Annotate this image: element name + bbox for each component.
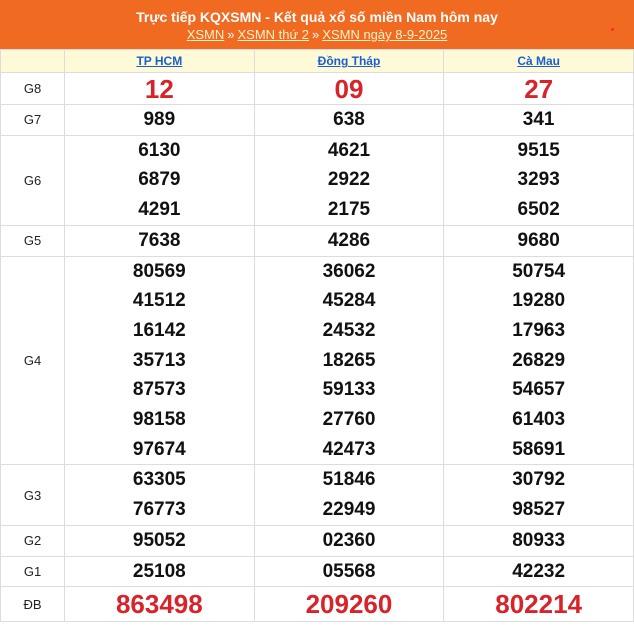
prize-label: G2 bbox=[1, 525, 65, 556]
prize-number: 341 bbox=[522, 109, 555, 130]
prize-number: 98158 bbox=[132, 409, 186, 431]
prize-number: 17963 bbox=[512, 319, 566, 341]
breadcrumb-xsmn-date[interactable]: XSMN ngày 8-9-2025 bbox=[322, 27, 448, 42]
prize-number: 2175 bbox=[327, 199, 371, 221]
prize-cell bbox=[254, 465, 444, 525]
prize-cell bbox=[254, 587, 444, 622]
prize-row-g2 bbox=[1, 525, 634, 556]
prize-number: 87573 bbox=[132, 379, 186, 401]
prize-number: 27760 bbox=[322, 409, 376, 431]
prize-cell bbox=[65, 105, 255, 136]
prize-number: 209260 bbox=[305, 589, 393, 620]
prize-number: 63305 bbox=[132, 469, 186, 491]
prize-number: 02360 bbox=[322, 529, 376, 551]
prize-number: 2922 bbox=[327, 169, 371, 191]
province-header bbox=[444, 50, 634, 73]
prize-number: 50754 bbox=[512, 260, 566, 282]
prize-cell bbox=[444, 465, 634, 525]
prize-number: 16142 bbox=[132, 319, 186, 341]
prize-number: 638 bbox=[333, 109, 365, 130]
prize-number: 97674 bbox=[132, 438, 186, 460]
prize-cell bbox=[444, 105, 634, 136]
prize-number: 42473 bbox=[322, 438, 376, 460]
prize-label: G8 bbox=[1, 73, 65, 105]
prize-row-g8 bbox=[1, 73, 634, 105]
breadcrumb-xsmn[interactable]: XSMN bbox=[186, 27, 225, 42]
prize-number: 18265 bbox=[322, 349, 376, 371]
prize-number: 76773 bbox=[132, 499, 186, 521]
prize-cell bbox=[444, 225, 634, 256]
prize-number: 19280 bbox=[512, 290, 566, 312]
prize-body bbox=[1, 73, 634, 622]
prize-label: G1 bbox=[1, 556, 65, 587]
prize-number: 61403 bbox=[512, 409, 566, 431]
prize-number: 4291 bbox=[138, 199, 181, 221]
province-header bbox=[65, 50, 255, 73]
page-title: Trực tiếp KQXSMN - Kết quả xổ số miền Nam hôm nay bbox=[136, 9, 498, 25]
prize-number: 98527 bbox=[512, 499, 566, 521]
prize-number: 45284 bbox=[322, 290, 376, 312]
prize-cell bbox=[254, 225, 444, 256]
prize-cell bbox=[254, 105, 444, 136]
prize-cell bbox=[65, 556, 255, 587]
prize-cell bbox=[65, 256, 255, 465]
breadcrumb-xsmn-thu-2[interactable]: XSMN thứ 2 bbox=[237, 27, 310, 42]
prize-cell bbox=[254, 525, 444, 556]
prize-label: ĐB bbox=[1, 587, 65, 622]
prize-cell bbox=[254, 556, 444, 587]
prize-number: 989 bbox=[143, 109, 176, 130]
province-header bbox=[254, 50, 444, 73]
province-link-dong-thap[interactable]: Đồng Tháp bbox=[317, 54, 381, 68]
prize-number: 24532 bbox=[322, 319, 376, 341]
prize-number: 36062 bbox=[322, 260, 376, 282]
prize-label: G5 bbox=[1, 225, 65, 256]
prize-number: 4286 bbox=[327, 229, 371, 251]
prize-cell bbox=[444, 556, 634, 587]
prize-number: 863498 bbox=[115, 589, 203, 620]
prize-number: 27 bbox=[524, 73, 554, 104]
prize-cell bbox=[254, 256, 444, 465]
prize-number: 6130 bbox=[138, 139, 181, 161]
prize-cell bbox=[254, 73, 444, 105]
prize-number: 09 bbox=[334, 73, 364, 104]
prize-number: 05568 bbox=[322, 560, 376, 582]
province-header-row bbox=[1, 50, 634, 73]
prize-cell bbox=[65, 587, 255, 622]
prize-cell bbox=[254, 135, 444, 225]
prize-number: 35713 bbox=[132, 349, 186, 371]
prize-cell bbox=[444, 256, 634, 465]
prize-number: 3293 bbox=[517, 169, 560, 191]
prize-row-g4 bbox=[1, 256, 634, 465]
prize-number: 22949 bbox=[322, 499, 376, 521]
prize-cell bbox=[65, 73, 255, 105]
breadcrumb-separator: » bbox=[312, 27, 320, 42]
prize-row-g1 bbox=[1, 556, 634, 587]
prize-number: 80569 bbox=[132, 260, 186, 282]
prize-number: 6502 bbox=[517, 199, 560, 221]
prize-number: 4621 bbox=[327, 139, 371, 161]
prize-row-g7 bbox=[1, 105, 634, 136]
breadcrumb-separator: » bbox=[227, 27, 235, 42]
prize-number: 54657 bbox=[512, 379, 566, 401]
prize-row-g5 bbox=[1, 225, 634, 256]
prize-number: 41512 bbox=[132, 290, 186, 312]
prize-number: 58691 bbox=[512, 438, 566, 460]
prize-row-g6 bbox=[1, 135, 634, 225]
prize-row-g3 bbox=[1, 465, 634, 525]
prize-number: 42232 bbox=[512, 560, 566, 582]
prize-number: 9515 bbox=[517, 139, 560, 161]
prize-number: 95052 bbox=[132, 529, 186, 551]
prize-cell bbox=[444, 73, 634, 105]
prize-cell bbox=[65, 225, 255, 256]
prize-number: 59133 bbox=[322, 379, 376, 401]
prize-label: G6 bbox=[1, 135, 65, 225]
status-dot-icon bbox=[611, 28, 614, 31]
results-table bbox=[0, 49, 634, 622]
prize-label: G4 bbox=[1, 256, 65, 465]
prize-cell bbox=[444, 525, 634, 556]
prize-number: 12 bbox=[144, 73, 174, 104]
prize-number: 51846 bbox=[322, 469, 376, 491]
prize-cell bbox=[65, 135, 255, 225]
breadcrumb bbox=[0, 26, 634, 43]
prize-label: G7 bbox=[1, 105, 65, 136]
province-link-tp-hcm[interactable]: TP HCM bbox=[136, 54, 183, 68]
prize-number: 80933 bbox=[512, 529, 566, 551]
prize-cell bbox=[444, 587, 634, 622]
prize-number: 30792 bbox=[512, 469, 566, 491]
corner-cell bbox=[1, 50, 65, 73]
prize-cell bbox=[65, 465, 255, 525]
prize-number: 6879 bbox=[138, 169, 181, 191]
province-link-ca-mau[interactable]: Cà Mau bbox=[517, 54, 560, 68]
prize-number: 802214 bbox=[495, 589, 583, 620]
prize-cell bbox=[444, 135, 634, 225]
prize-number: 25108 bbox=[132, 560, 186, 582]
prize-number: 26829 bbox=[512, 349, 566, 371]
page-header bbox=[0, 0, 634, 49]
prize-number: 7638 bbox=[138, 229, 181, 251]
prize-label: G3 bbox=[1, 465, 65, 525]
prize-cell bbox=[65, 525, 255, 556]
prize-number: 9680 bbox=[517, 229, 560, 251]
prize-row-đb bbox=[1, 587, 634, 622]
